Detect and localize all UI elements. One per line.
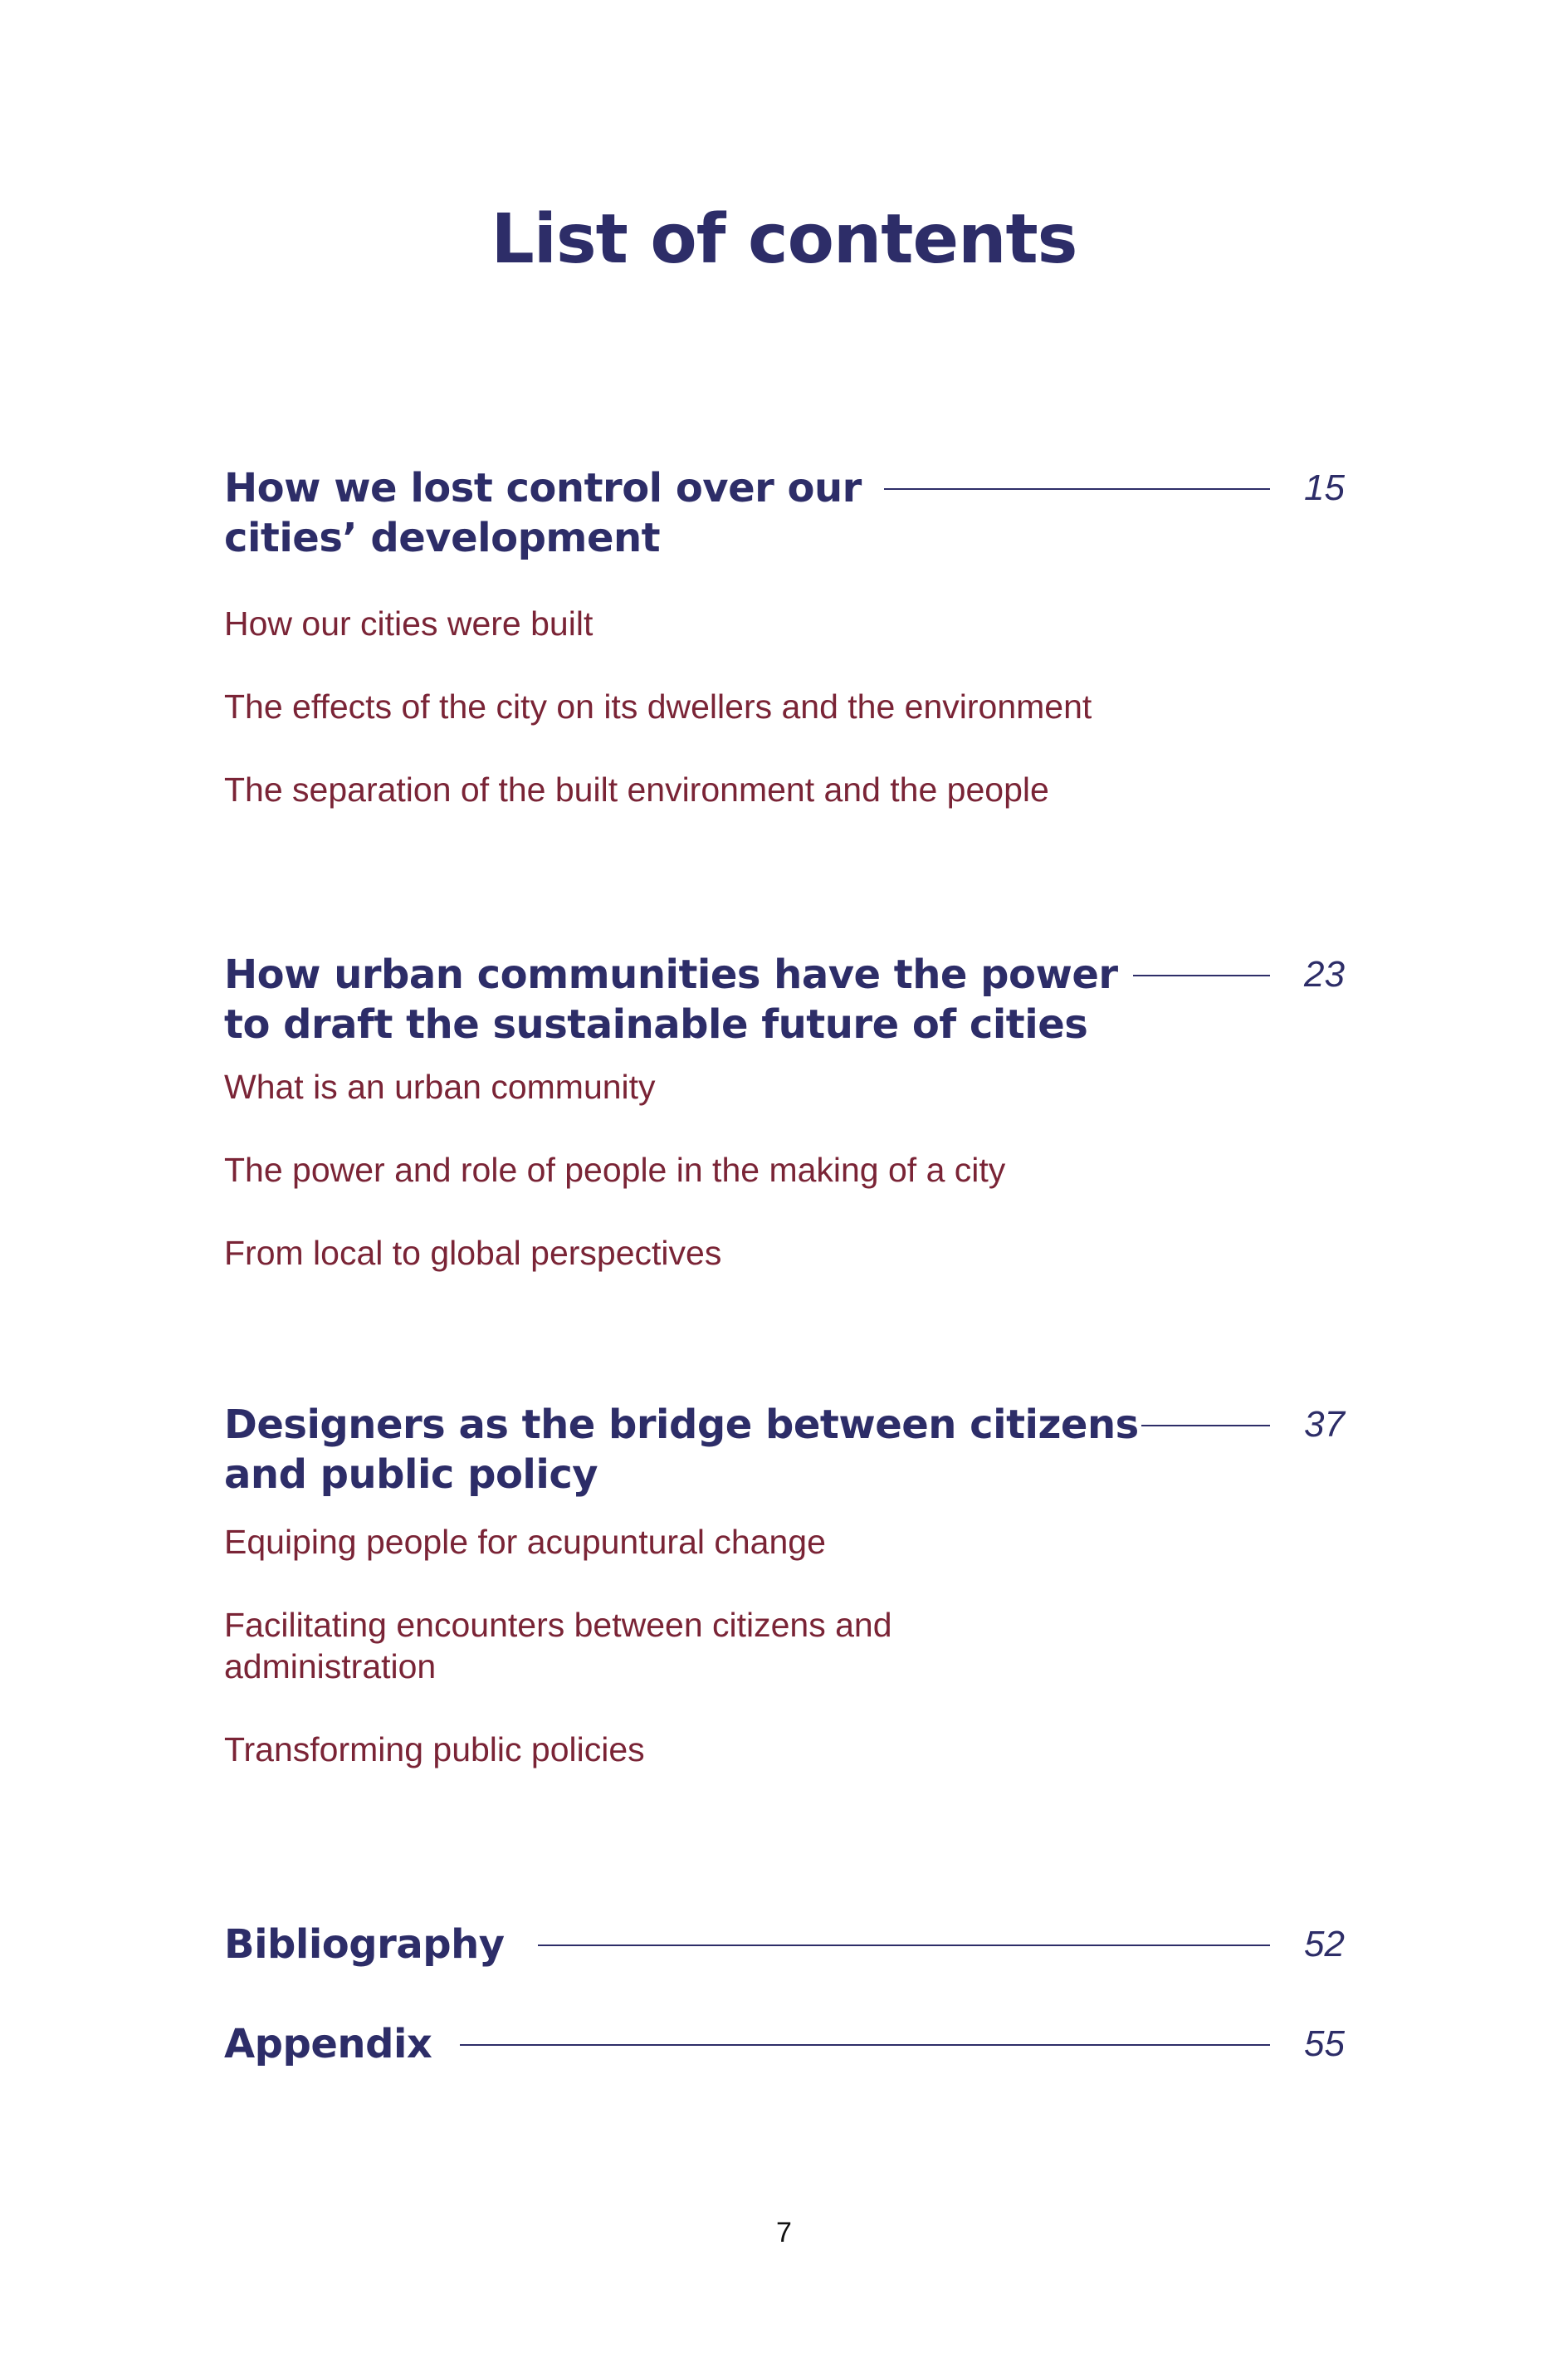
toc-heading-row[interactable] [224, 2019, 1345, 2069]
page-number: 7 [776, 2217, 792, 2248]
toc-page-number: 23 [1304, 954, 1345, 995]
toc-heading-line: How we lost control over our [224, 465, 862, 511]
toc-page-number: 52 [1304, 1924, 1345, 1964]
toc-section-1 [224, 463, 1345, 810]
toc-heading-row[interactable] [224, 950, 1345, 1049]
toc-heading-line: to draft the sustainable future of cities [224, 1001, 1088, 1048]
toc-heading [224, 950, 1118, 1049]
toc-heading [224, 463, 862, 563]
toc-subitem[interactable]: The power and role of people in the making of a city [224, 1151, 1006, 1189]
toc-appendix [224, 2019, 1345, 2069]
leader-line [1133, 975, 1270, 976]
toc-section-3 [224, 1400, 1345, 1770]
toc-page-number: 37 [1304, 1404, 1345, 1445]
toc-subitem[interactable]: administration [224, 1647, 437, 1685]
toc-heading [224, 1400, 1139, 1499]
toc-heading-line: How urban communities have the power [224, 951, 1118, 998]
toc-heading-row[interactable] [224, 463, 1345, 563]
toc-subitem[interactable]: The separation of the built environment and the people [224, 770, 1049, 809]
toc-bibliography [224, 1920, 1345, 1969]
leader-line [460, 2044, 1270, 2046]
toc-heading-row[interactable] [224, 1400, 1345, 1499]
toc-section-2 [224, 950, 1345, 1274]
toc-heading-line: Designers as the bridge between citizens [224, 1402, 1139, 1448]
leader-line [538, 1945, 1270, 1946]
toc-subitem[interactable]: From local to global perspectives [224, 1234, 722, 1272]
leader-line [884, 488, 1270, 490]
toc-subitem[interactable]: Facilitating encounters between citizens and [224, 1606, 892, 1644]
bibliography-heading: Bibliography [224, 1921, 505, 1968]
toc-heading-row[interactable] [224, 1920, 1345, 1969]
toc-subitem[interactable]: The effects of the city on its dwellers and the environment [224, 687, 1092, 726]
toc-heading-line: and public policy [224, 1451, 598, 1498]
toc-page-number: 55 [1304, 2023, 1345, 2064]
toc-heading-line: cities’ development [224, 515, 661, 561]
page-title: List of contents [491, 200, 1077, 279]
toc-subitem[interactable]: How our cities were built [224, 604, 593, 643]
toc-subitem[interactable]: Equiping people for acupuntural change [224, 1523, 826, 1561]
toc-page-number: 15 [1304, 467, 1345, 508]
appendix-heading: Appendix [224, 2021, 432, 2067]
toc-subitem[interactable]: What is an urban community [224, 1068, 656, 1106]
toc-subitem[interactable]: Transforming public policies [224, 1730, 645, 1768]
leader-line [1141, 1425, 1270, 1426]
